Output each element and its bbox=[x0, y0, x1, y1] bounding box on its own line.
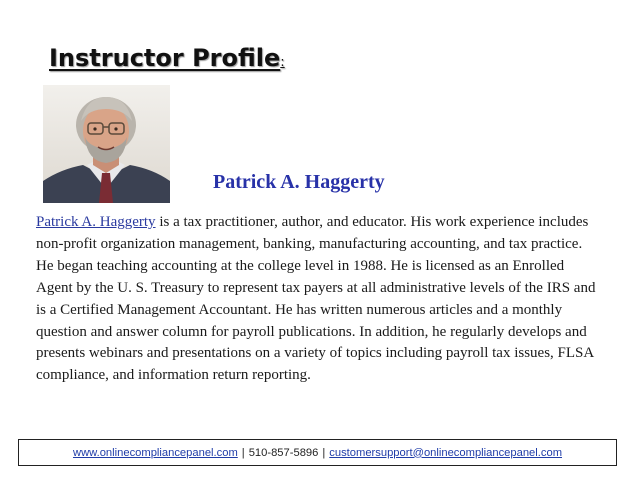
footer-separator: | bbox=[241, 446, 245, 459]
instructor-name-heading: Patrick A. Haggerty bbox=[213, 171, 385, 193]
contact-footer bbox=[18, 439, 617, 466]
bio-text: is a tax practitioner, author, and educator. His work experience includes non-profit organization management, banking, manufacturing accounting, and tax practice. He began teaching accounting at the college level in 1988. He is licensed as an Enrolled Agent by the U. S. Treasury to represent tax payers at all administrative levels of the IRS and is a Certified Management Accountant. He has written numerous articles and a monthly question and answer column for payroll publications. In addition, he regularly develops and presents webinars and presentations on a variety of topics including payroll tax issues, FLSA compliance, and information return reporting. bbox=[36, 214, 596, 384]
instructor-photo bbox=[43, 85, 170, 203]
website-link[interactable]: www.onlinecompliancepanel.com bbox=[72, 446, 238, 459]
phone-number: 510-857-5896 bbox=[248, 446, 319, 459]
slide-title-colon: : bbox=[280, 55, 285, 70]
slide-title bbox=[49, 44, 285, 72]
bio-name-link[interactable]: Patrick A. Haggerty bbox=[36, 214, 156, 230]
instructor-portrait-image bbox=[43, 85, 170, 203]
footer-separator: | bbox=[322, 446, 326, 459]
email-link[interactable]: customersupport@onlinecompliancepanel.com bbox=[329, 446, 563, 459]
slide-title-text: Instructor Profile bbox=[49, 44, 281, 72]
instructor-bio bbox=[36, 212, 602, 387]
